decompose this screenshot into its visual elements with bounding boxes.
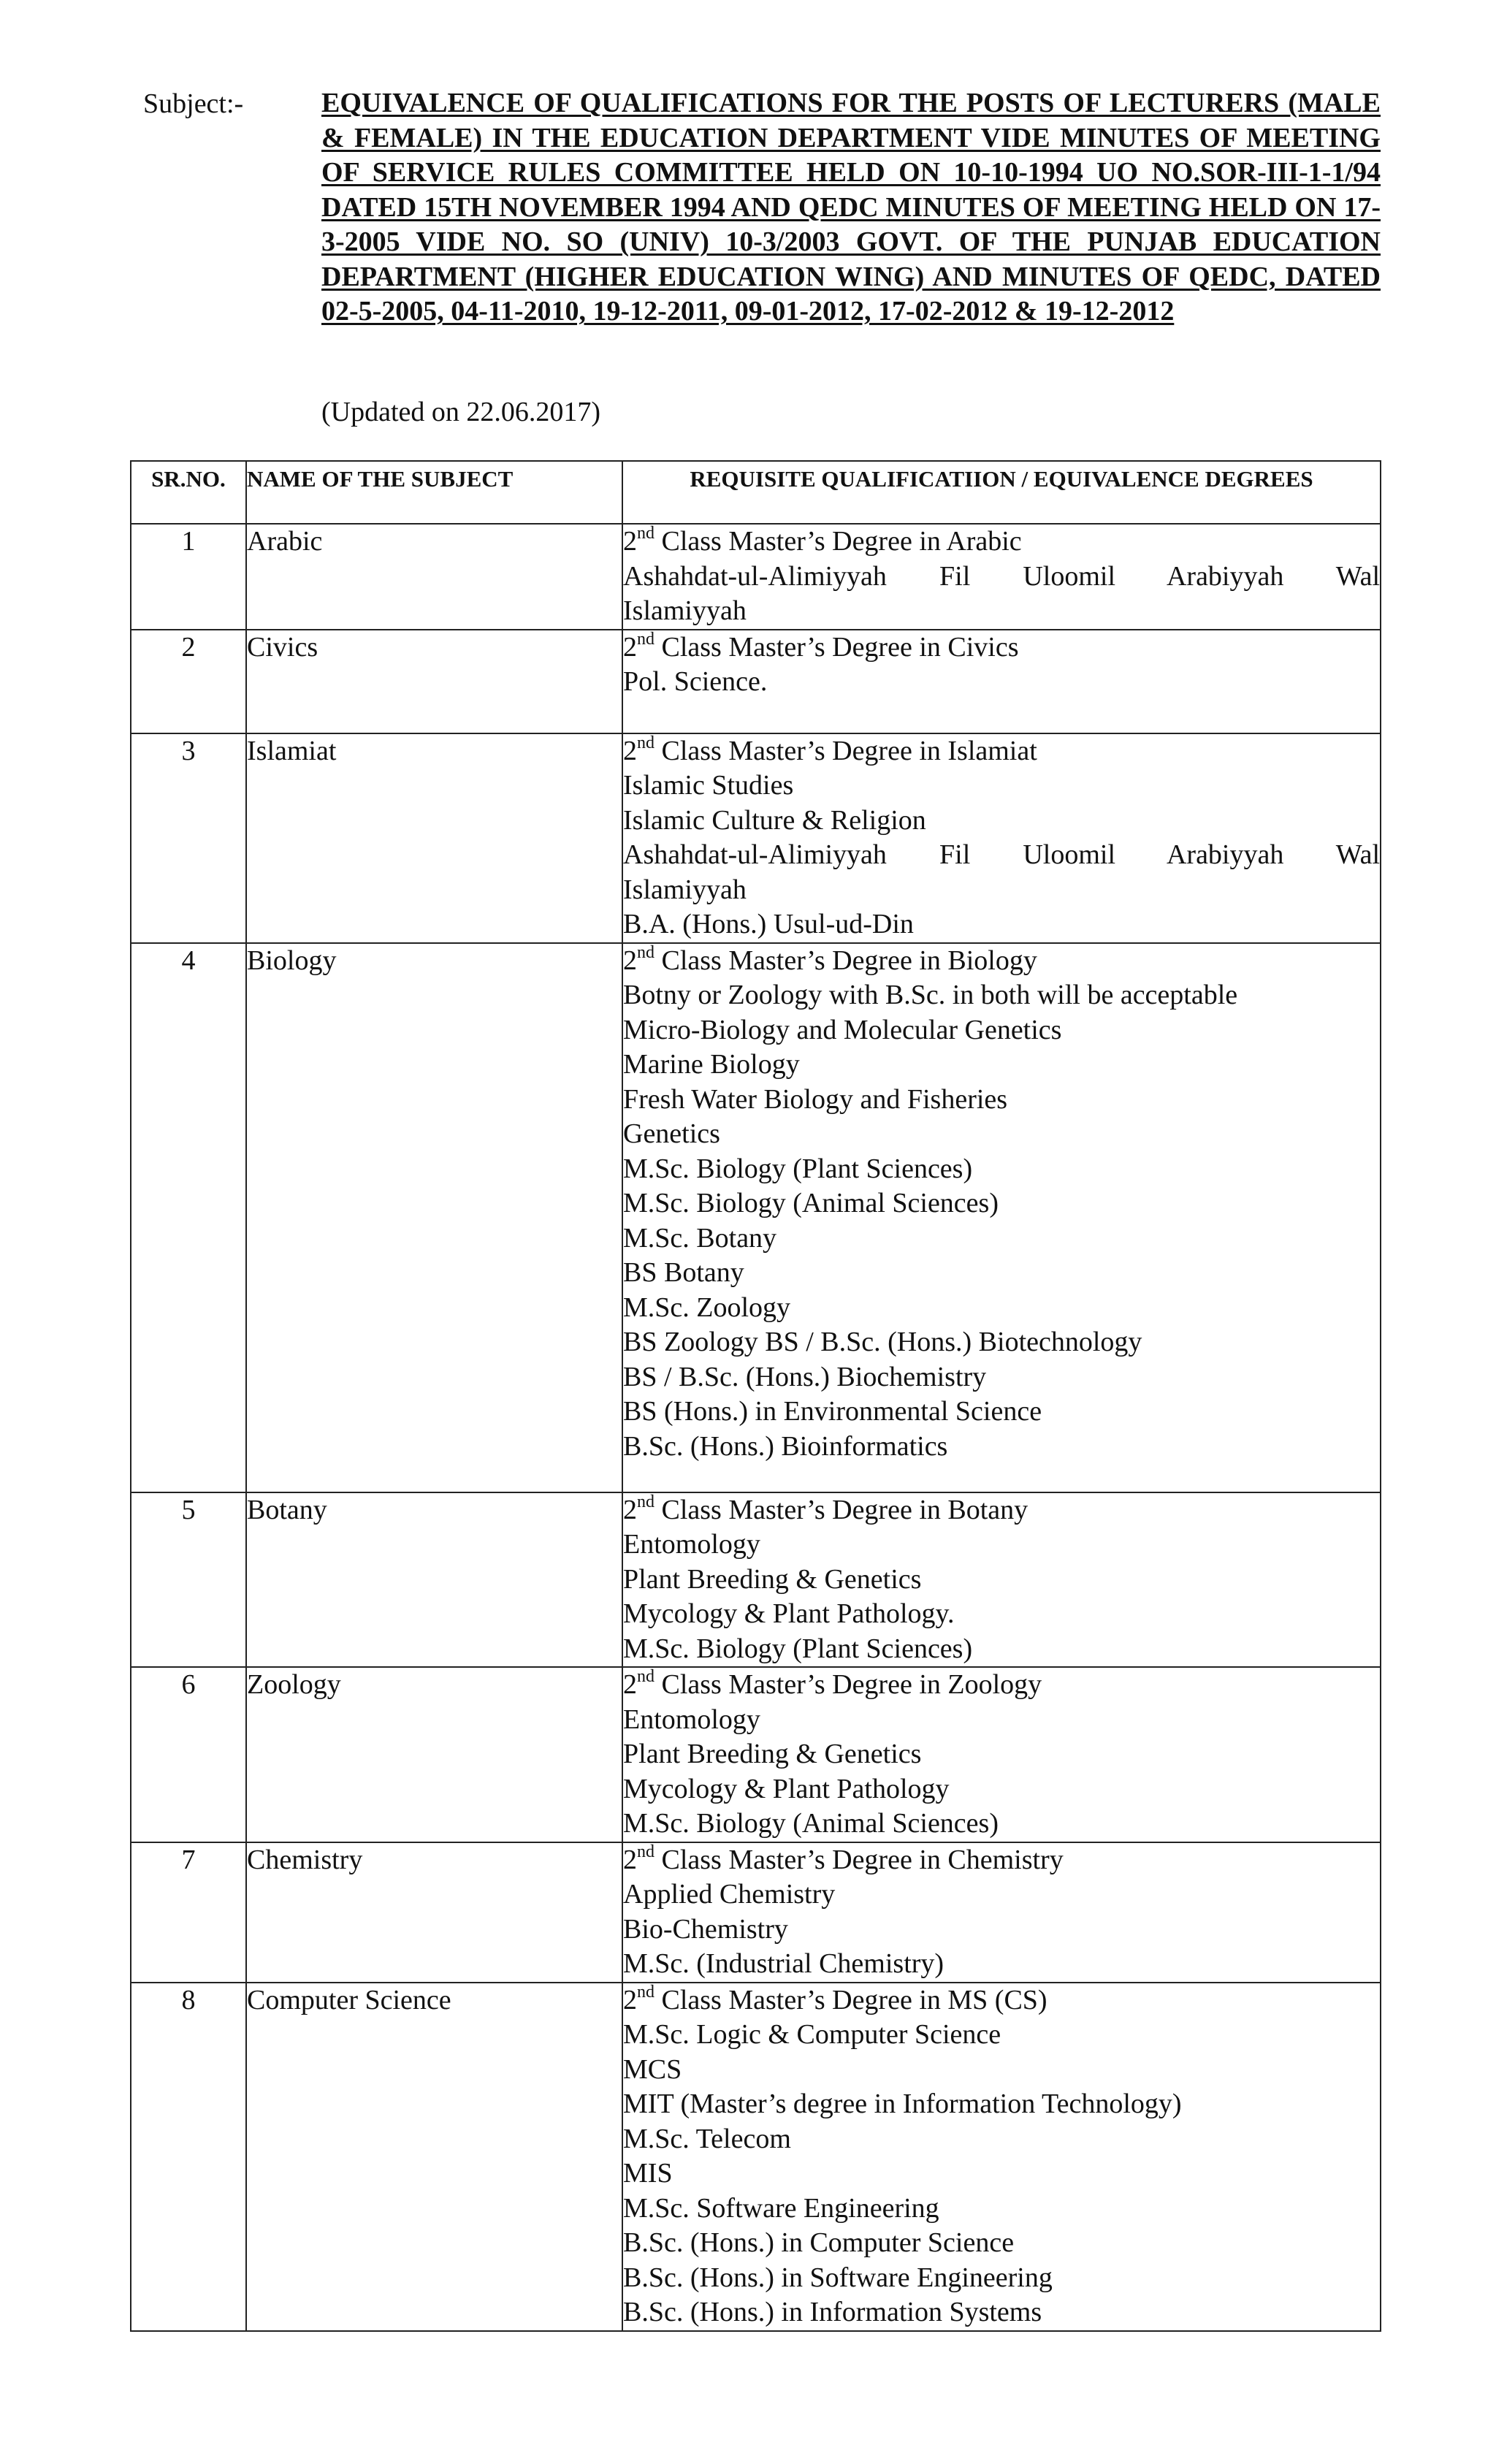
subject-heading: EQUIVALENCE OF QUALIFICATIONS FOR THE POSTS OF LECTURERS (MALE & FEMALE) IN THE EDUCATION DEPARTMENT VIDE MINUTES OF MEETING OF SERVICE RULES COMMITTEE HELD ON 10-10-1994 UO NO.SOR-III-1-1/94 DATED 15TH NOVEMBER 1994 AND QEDC MINUTES OF MEETING HELD ON 17-3-2005 VIDE NO. SO (UNIV) 10-3/2003 GOVT. OF THE PUNJAB EDUCATION DEPARTMENT (HIGHER EDUCATION WING) AND MINUTES OF QEDC, DATED 02-5-2005, 04-11-2010, 19-12-2011, 09-01-2012, 17-02-2012 & 19-12-2012: [321, 88, 1381, 327]
table-row: [131, 1842, 1381, 1983]
ordinal-suffix: nd: [637, 524, 654, 543]
qualification-line: [623, 1843, 1380, 1878]
qualification-line: M.Sc. (Industrial Chemistry): [623, 1948, 944, 1979]
qualification-line: Mycology & Plant Pathology: [623, 1773, 950, 1804]
qualification-text: Class Master’s Degree in Civics: [654, 631, 1019, 663]
table-row: [131, 1492, 1381, 1668]
qualification-line: [623, 1668, 1380, 1703]
row-sr-no: 2: [131, 630, 246, 733]
qualification-line: Islamiyyah: [623, 874, 747, 905]
row-qualifications: [622, 1983, 1381, 2331]
qualification-line: Entomology: [623, 1529, 760, 1560]
qualification-line: Entomology: [623, 1704, 760, 1735]
ordinal-suffix: nd: [637, 1982, 654, 2002]
row-qualifications: [622, 733, 1381, 943]
row-subject-name: Arabic: [246, 524, 622, 630]
qualification-text: Class Master’s Degree in Islamiat: [654, 735, 1037, 766]
row-sr-no: 6: [131, 1667, 246, 1842]
qualification-line: [623, 1493, 1380, 1528]
qualification-line: MCS: [623, 2053, 682, 2085]
row-sr-no: 7: [131, 1842, 246, 1983]
row-subject-name: Chemistry: [246, 1842, 622, 1983]
ordinal-number: 2: [623, 1844, 637, 1875]
qualification-line: BS (Hons.) in Environmental Science: [623, 1396, 1042, 1427]
ordinal-suffix: nd: [637, 733, 654, 752]
row-subject-name: Civics: [246, 630, 622, 733]
header-sr-no: SR.NO.: [131, 461, 246, 524]
qualification-line: Bio-Chemistry: [623, 1913, 788, 1945]
row-sr-no: 5: [131, 1492, 246, 1668]
table-row: [131, 943, 1381, 1492]
updated-date: (Updated on 22.06.2017): [321, 397, 601, 427]
qualification-line: Marine Biology: [623, 1049, 800, 1080]
qualification-line: M.Sc. Botany: [623, 1222, 777, 1254]
qualification-line: B.Sc. (Hons.) in Software Engineering: [623, 2262, 1053, 2293]
qualification-line: Botny or Zoology with B.Sc. in both will be acceptable: [623, 980, 1238, 1010]
qualification-line: [623, 944, 1380, 979]
row-subject-name: Computer Science: [246, 1983, 622, 2331]
qualification-text: Class Master’s Degree in Chemistry: [654, 1844, 1064, 1875]
ordinal-suffix: nd: [637, 1667, 654, 1687]
row-subject-name: Islamiat: [246, 733, 622, 943]
qualification-line: Plant Breeding & Genetics: [623, 1563, 922, 1595]
qualification-text: Class Master’s Degree in Zoology: [654, 1669, 1042, 1700]
qualification-line: M.Sc. Zoology: [623, 1292, 791, 1323]
qualification-line: BS Zoology BS / B.Sc. (Hons.) Biotechnology: [623, 1327, 1142, 1357]
equivalence-table: [130, 460, 1381, 2332]
row-qualifications: [622, 1842, 1381, 1983]
ordinal-number: 2: [623, 526, 637, 557]
row-sr-no: 8: [131, 1983, 246, 2331]
ordinal-suffix: nd: [637, 629, 654, 649]
row-sr-no: 4: [131, 943, 246, 1492]
header-qualification: REQUISITE QUALIFICATIION / EQUIVALENCE DEGREES: [622, 461, 1381, 524]
qualification-line: Ashahdat-ul-Alimiyyah Fil Uloomil Arabiyyah Wal: [623, 839, 1380, 870]
qualification-line: Pol. Science.: [623, 666, 768, 697]
row-qualifications: [622, 1667, 1381, 1842]
qualification-line: [623, 734, 1380, 769]
qualification-line: Islamic Studies: [623, 770, 794, 801]
qualification-line: M.Sc. Biology (Plant Sciences): [623, 1153, 973, 1184]
row-qualifications: [622, 524, 1381, 630]
subject-label: Subject:-: [143, 88, 244, 119]
qualification-line: M.Sc. Biology (Plant Sciences): [623, 1633, 973, 1664]
qualification-line: M.Sc. Software Engineering: [623, 2192, 939, 2224]
qualification-line: M.Sc. Biology (Animal Sciences): [623, 1808, 999, 1839]
row-subject-name: Botany: [246, 1492, 622, 1668]
qualification-line: M.Sc. Telecom: [623, 2123, 791, 2154]
table-header-row: [131, 461, 1381, 524]
table-row: [131, 733, 1381, 943]
table-row: [131, 1667, 1381, 1842]
ordinal-suffix: nd: [637, 1492, 654, 1511]
qualification-line: MIS: [623, 2158, 673, 2189]
qualification-line: B.Sc. (Hons.) Bioinformatics: [623, 1430, 948, 1462]
qualification-line: Islamic Culture & Religion: [623, 804, 926, 836]
qualification-line: Plant Breeding & Genetics: [623, 1739, 922, 1769]
qualification-line: B.Sc. (Hons.) in Information Systems: [623, 2297, 1042, 2327]
ordinal-number: 2: [623, 1669, 637, 1700]
ordinal-number: 2: [623, 1494, 637, 1525]
qualification-line: Genetics: [623, 1118, 720, 1149]
qualification-line: B.A. (Hons.) Usul-ud-Din: [623, 909, 914, 939]
row-qualifications: [622, 1492, 1381, 1668]
qualification-text: Class Master’s Degree in MS (CS): [654, 1984, 1047, 2015]
qualification-line: BS Botany: [623, 1257, 744, 1288]
ordinal-suffix: nd: [637, 1842, 654, 1861]
qualification-text: Class Master’s Degree in Biology: [654, 945, 1037, 976]
qualification-line: [623, 630, 1380, 665]
qualification-line: M.Sc. Biology (Animal Sciences): [623, 1188, 999, 1218]
ordinal-number: 2: [623, 631, 637, 663]
qualification-line: Islamiyyah: [623, 595, 747, 626]
qualification-line: [623, 1983, 1380, 2018]
qualification-line: BS / B.Sc. (Hons.) Biochemistry: [623, 1361, 987, 1392]
row-qualifications: [622, 943, 1381, 1492]
ordinal-suffix: nd: [637, 942, 654, 962]
qualification-line: [623, 525, 1380, 560]
row-subject-name: Biology: [246, 943, 622, 1492]
qualification-line: Applied Chemistry: [623, 1879, 836, 1910]
qualification-line: Mycology & Plant Pathology.: [623, 1598, 955, 1629]
qualification-line: Micro-Biology and Molecular Genetics: [623, 1014, 1062, 1045]
row-qualifications: [622, 630, 1381, 733]
table-row: [131, 524, 1381, 630]
table-row: [131, 1983, 1381, 2331]
ordinal-number: 2: [623, 1984, 637, 2015]
header-subject-name: NAME OF THE SUBJECT: [246, 461, 622, 524]
qualification-line: Fresh Water Biology and Fisheries: [623, 1083, 1008, 1115]
qualification-line: MIT (Master’s degree in Information Technology): [623, 2089, 1182, 2119]
table-row: [131, 630, 1381, 733]
qualification-line: Ashahdat-ul-Alimiyyah Fil Uloomil Arabiyyah Wal: [623, 560, 1380, 592]
qualification-line: M.Sc. Logic & Computer Science: [623, 2019, 1001, 2050]
qualification-text: Class Master’s Degree in Arabic: [654, 526, 1022, 557]
qualification-line: B.Sc. (Hons.) in Computer Science: [623, 2227, 1015, 2258]
row-subject-name: Zoology: [246, 1667, 622, 1842]
ordinal-number: 2: [623, 735, 637, 766]
ordinal-number: 2: [623, 945, 637, 976]
qualification-text: Class Master’s Degree in Botany: [654, 1494, 1028, 1525]
row-sr-no: 3: [131, 733, 246, 943]
row-sr-no: 1: [131, 524, 246, 630]
